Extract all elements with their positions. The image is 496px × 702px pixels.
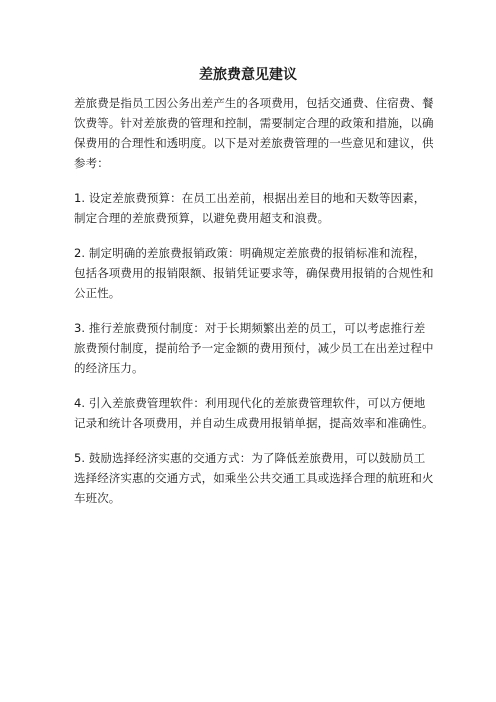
document-body	[74, 93, 434, 508]
suggestion-item-1: 1. 设定差旅费预算：在员工出差前，根据出差目的地和天数等因素，制定合理的差旅费预算，以避免费用超支和浪费。	[74, 191, 426, 225]
suggestion-item-5: 5. 鼓励选择经济实惠的交通方式：为了降低差旅费用，可以鼓励员工选择经济实惠的交通方式，如乘坐公共交通工具或选择合理的航班和火车班次。	[74, 451, 434, 505]
document-title: 差旅费意见建议	[199, 67, 297, 83]
suggestion-item-4: 4. 引入差旅费管理软件：利用现代化的差旅费管理软件，可以方便地记录和统计各项费用，并自动生成费用报销单据，提高效率和准确性。	[74, 396, 434, 430]
intro-paragraph: 差旅费是指员工因公务出差产生的各项费用，包括交通费、住宿费、餐饮费等。针对差旅费的管理和控制，需要制定合理的政策和措施，以确保费用的合理性和透明度。以下是对差旅费管理的一些意见和建议，供参考：	[74, 96, 434, 170]
suggestion-item-3: 3. 推行差旅费预付制度：对于长期频繁出差的员工，可以考虑推行差旅费预付制度，提前给予一定金额的费用预付，减少员工在出差过程中的经济压力。	[74, 321, 434, 375]
suggestion-item-2: 2. 制定明确的差旅费报销政策：明确规定差旅费的报销标准和流程，包括各项费用的报销限额、报销凭证要求等，确保费用报销的合规性和公正性。	[74, 246, 434, 300]
